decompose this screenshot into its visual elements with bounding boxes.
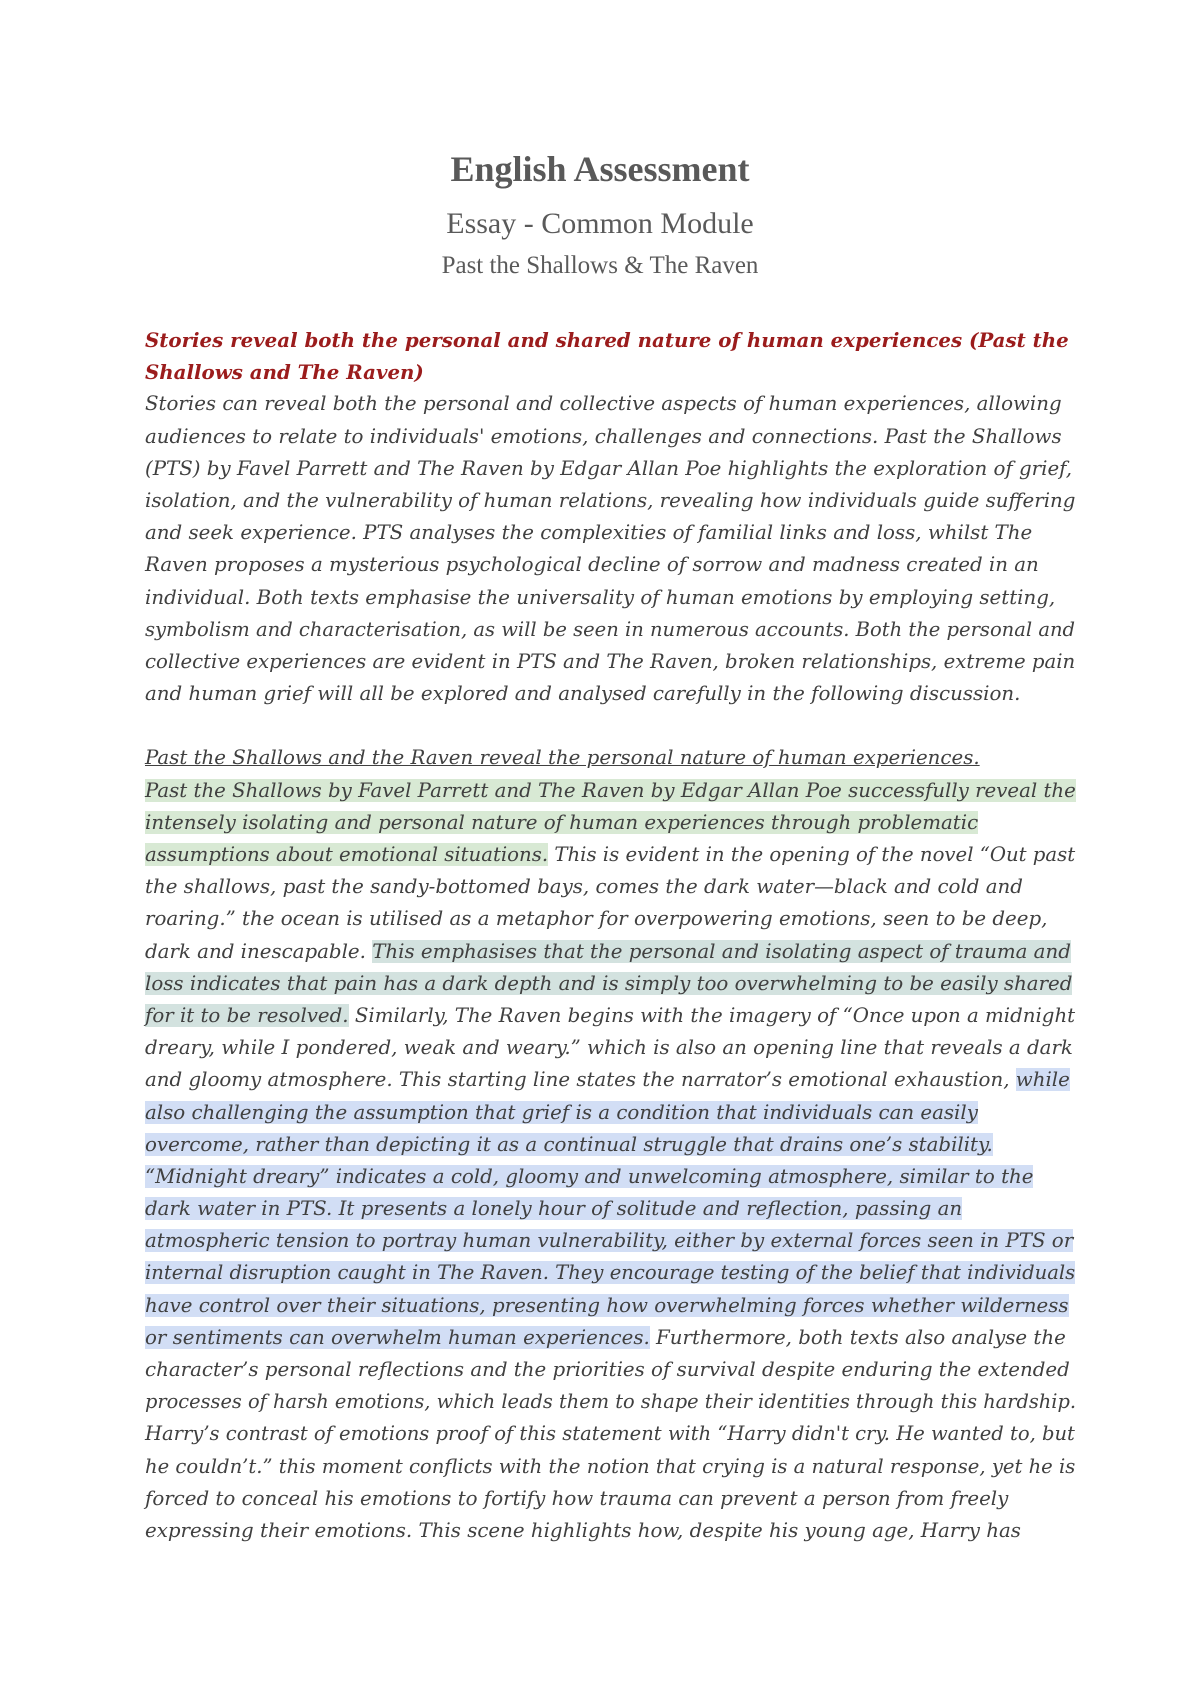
highlighted-text: intensely isolating and personal nature of human experiences through problematic (145, 810, 979, 834)
body-line: processes of harsh emotions, which leads them to shape their identities through this hardship. (145, 1390, 1077, 1414)
body-text: Furthermore, both texts also analyse the (649, 1325, 1066, 1349)
body-line: forced to conceal his emotions to fortify how trauma can prevent a person from freely (145, 1486, 1009, 1510)
essay-question-line: Shallows and The Raven) (145, 360, 424, 385)
intro-line: individual. Both texts emphasise the universality of human emotions by employing setting, (145, 585, 1056, 609)
body-line: dreary, while I pondered, weak and weary.” which is also an opening line that reveals a dark (145, 1036, 1073, 1060)
paragraph-spacer (145, 710, 1065, 742)
body-line: character’s personal reflections and the priorities of survival despite enduring the extended (145, 1358, 1070, 1381)
document-texts-subtitle: Past the Shallows & The Raven (441, 252, 759, 279)
highlighted-text: for it to be resolved. (145, 1003, 349, 1027)
intro-line: (PTS) by Favel Parrett and The Raven by Edgar Allan Poe highlights the exploration of grief, (145, 456, 1073, 480)
highlighted-text: loss indicates that pain has a dark depth and is simply too overwhelming to be easily shared (145, 971, 1073, 995)
body-text: Similarly, The Raven begins with the imagery of “Once upon a midnight (348, 1003, 1076, 1027)
document-title: English Assessment (450, 149, 750, 189)
highlighted-text: overcome, rather than depicting it as a continual struggle that drains one’s stability. (145, 1132, 993, 1156)
highlighted-text: or sentiments can overwhelm human experiences. (145, 1325, 650, 1349)
section-heading: Past the Shallows and the Raven reveal the personal nature of human experiences. (145, 746, 980, 770)
intro-line: audiences to relate to individuals' emotions, challenges and connections. Past the Shallows (145, 424, 1062, 448)
highlighted-text: also challenging the assumption that grief is a condition that individuals can easily (145, 1100, 978, 1124)
body-text: This is evident in the opening of the novel “Out past (548, 843, 1076, 866)
body-line: the shallows, past the sandy-bottomed bays, comes the dark water—black and cold and (145, 875, 1023, 899)
body-text: and gloomy atmosphere. This starting line states the narrator’s emotional exhaustion, (145, 1068, 1016, 1092)
highlighted-text: while (1015, 1068, 1070, 1092)
essay-question-line: Stories reveal both the personal and shared nature of human experiences (Past the (145, 328, 1069, 352)
intro-line: Stories can reveal both the personal and collective aspects of human experiences, allowing (145, 392, 1062, 416)
highlighted-text: This emphasises that the personal and isolating aspect of trauma and (372, 939, 1071, 963)
body-text: dark and inescapable. (145, 939, 373, 963)
highlighted-text: assumptions about emotional situations. (145, 843, 549, 866)
intro-line: and human grief will all be explored and analysed carefully in the following discussion. (145, 682, 1021, 706)
body-line: Harry’s contrast of emotions proof of this statement with “Harry didn't cry. He wanted to, but (145, 1422, 1075, 1446)
document-subtitle: Essay - Common Module (446, 207, 754, 240)
intro-line: symbolism and characterisation, as will be seen in numerous accounts. Both the personal and (145, 617, 1076, 641)
highlighted-text: atmospheric tension to portray human vulnerability, either by external forces seen in PTS or (145, 1229, 1074, 1253)
intro-line: and seek experience. PTS analyses the complexities of familial links and loss, whilst The (145, 521, 1033, 545)
body-line: roaring.” the ocean is utilised as a metaphor for overpowering emotions, seen to be deep, (145, 907, 1048, 931)
intro-line: isolation, and the vulnerability of human relations, revealing how individuals guide suffering (145, 488, 1076, 512)
body-line: expressing their emotions. This scene highlights how, despite his young age, Harry has (145, 1518, 1021, 1542)
intro-line: Raven proposes a mysterious psychological decline of sorrow and madness created in an (145, 553, 1039, 577)
highlighted-text: Past the Shallows by Favel Parrett and The Raven by Edgar Allan Poe successfully reveal the (145, 778, 1076, 802)
body-line: he couldn’t.” this moment conflicts with the notion that crying is a natural response, yet he is (145, 1454, 1076, 1478)
highlighted-text: “Midnight dreary” indicates a cold, gloomy and unwelcoming atmosphere, similar to the (145, 1164, 1034, 1188)
highlighted-text: dark water in PTS. It presents a lonely hour of solitude and reflection, passing an (145, 1197, 963, 1221)
essay-body (145, 324, 1077, 1547)
highlighted-text: internal disruption caught in The Raven. They encourage testing of the belief that individuals (145, 1261, 1076, 1285)
intro-line: collective experiences are evident in PTS and The Raven, broken relationships, extreme pain (145, 649, 1076, 673)
highlighted-text: have control over their situations, presenting how overwhelming forces whether wilderness (145, 1293, 1069, 1317)
